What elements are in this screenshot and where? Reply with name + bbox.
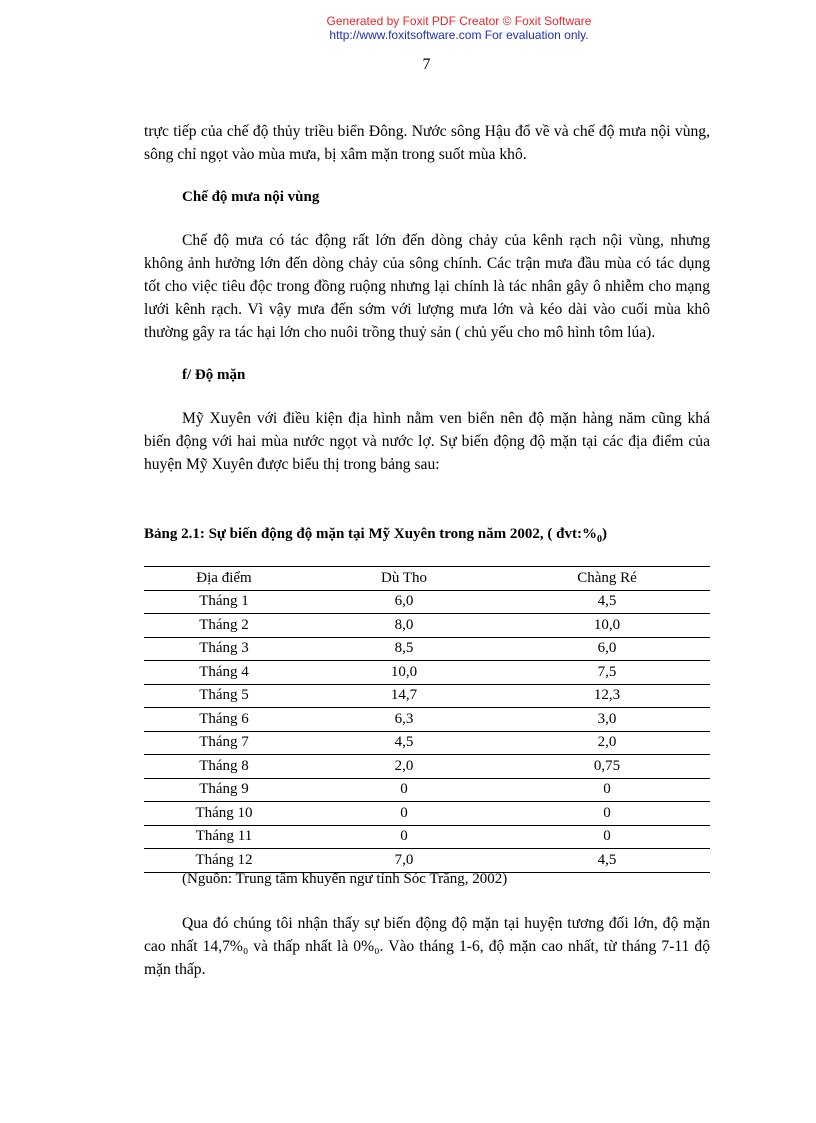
conclusion-block bbox=[144, 912, 710, 981]
month-cell: Tháng 7 bbox=[144, 731, 304, 755]
month-cell: Tháng 5 bbox=[144, 684, 304, 708]
table-caption bbox=[144, 526, 607, 545]
chang-re-cell: 6,0 bbox=[504, 637, 710, 661]
table-row bbox=[144, 802, 710, 826]
du-tho-cell: 10,0 bbox=[304, 661, 504, 685]
rain-heading: Chế độ mưa nội vùng bbox=[182, 189, 320, 205]
table-row bbox=[144, 849, 710, 873]
du-tho-cell: 14,7 bbox=[304, 684, 504, 708]
conclusion-paragraph: Qua đó chúng tôi nhận thấy sự biến động độ mặn tại huyện tương đối lớn, độ mặn cao nhất 14,7%₀ và thấp nhất là 0%₀. Vào tháng 1-6, độ mặn cao nhất, từ tháng 7-11 độ mặn thấp. bbox=[144, 915, 710, 978]
watermark-line-2[interactable]: http://www.foxitsoftware.com For evaluation only. bbox=[329, 28, 589, 42]
rain-paragraph: Chế độ mưa có tác động rất lớn đến dòng chảy của kênh rạch nội vùng, nhưng không ảnh hưởng lớn đến dòng chảy của sông chính. Các trận mưa đầu mùa có tác dụng tốt cho việc tiêu độc trong đồng ruộng nhưng lại chính là tác nhân gây ô nhiễm cho mạng lưới kênh rạch. Vì vậy mưa đến sớm với lượng mưa lớn và kéo dài vào cuối mùa khô thường gây ra tác hại lớn cho nuôi trồng thuỷ sản ( chủ yếu cho mô hình tôm lúa). bbox=[144, 232, 710, 341]
chang-re-cell: 0 bbox=[504, 825, 710, 849]
month-cell: Tháng 6 bbox=[144, 708, 304, 732]
chang-re-cell: 2,0 bbox=[504, 731, 710, 755]
table-caption-sub: 0 bbox=[596, 534, 602, 545]
du-tho-cell: 6,0 bbox=[304, 590, 504, 614]
month-cell: Tháng 9 bbox=[144, 778, 304, 802]
table-row bbox=[144, 778, 710, 802]
du-tho-cell: 4,5 bbox=[304, 731, 504, 755]
chang-re-cell: 10,0 bbox=[504, 614, 710, 638]
month-cell: Tháng 2 bbox=[144, 614, 304, 638]
du-tho-cell: 8,0 bbox=[304, 614, 504, 638]
table-caption-end: ) bbox=[601, 526, 607, 542]
chang-re-cell: 7,5 bbox=[504, 661, 710, 685]
table-row bbox=[144, 684, 710, 708]
month-cell: Tháng 10 bbox=[144, 802, 304, 826]
table-row bbox=[144, 825, 710, 849]
table-row bbox=[144, 614, 710, 638]
salinity-paragraph: Mỹ Xuyên với điều kiện địa hình nằm ven biển nên độ mặn hàng năm cũng khá biến động với hai mùa nước ngọt và nước lợ. Sự biến động độ mặn tại các địa điểm của huyện Mỹ Xuyên được biểu thị trong bảng sau: bbox=[144, 410, 710, 473]
du-tho-cell: 7,0 bbox=[304, 849, 504, 873]
month-cell: Tháng 1 bbox=[144, 590, 304, 614]
table-source: (Nguồn: Trung tâm khuyến ngư tỉnh Sóc Trăng, 2002) bbox=[182, 871, 508, 887]
du-tho-cell: 6,3 bbox=[304, 708, 504, 732]
table-row bbox=[144, 661, 710, 685]
du-tho-cell: 8,5 bbox=[304, 637, 504, 661]
month-cell: Tháng 12 bbox=[144, 849, 304, 873]
table-row bbox=[144, 590, 710, 614]
watermark bbox=[0, 14, 816, 42]
table-row bbox=[144, 755, 710, 779]
table-row bbox=[144, 637, 710, 661]
page-number: 7 bbox=[422, 56, 431, 73]
chang-re-cell: 4,5 bbox=[504, 849, 710, 873]
header-location: Địa điểm bbox=[144, 567, 304, 591]
chang-re-cell: 0,75 bbox=[504, 755, 710, 779]
du-tho-cell: 2,0 bbox=[304, 755, 504, 779]
salinity-table bbox=[144, 566, 710, 873]
chang-re-cell: 0 bbox=[504, 802, 710, 826]
month-cell: Tháng 4 bbox=[144, 661, 304, 685]
chang-re-cell: 0 bbox=[504, 778, 710, 802]
chang-re-cell: 12,3 bbox=[504, 684, 710, 708]
table-caption-text: Bảng 2.1: Sự biến động độ mặn tại Mỹ Xuyên trong năm 2002, ( đvt:% bbox=[144, 526, 597, 542]
month-cell: Tháng 11 bbox=[144, 825, 304, 849]
body-text bbox=[144, 120, 710, 476]
header-chang-re: Chàng Ré bbox=[504, 567, 710, 591]
intro-paragraph: trực tiếp của chế độ thủy triều biển Đông. Nước sông Hậu đổ về và chế độ mưa nội vùng, sông chỉ ngọt vào mùa mưa, bị xâm mặn trong suốt mùa khô. bbox=[144, 123, 710, 163]
chang-re-cell: 4,5 bbox=[504, 590, 710, 614]
du-tho-cell: 0 bbox=[304, 802, 504, 826]
chang-re-cell: 3,0 bbox=[504, 708, 710, 732]
table-row bbox=[144, 731, 710, 755]
header-du-tho: Dù Tho bbox=[304, 567, 504, 591]
month-cell: Tháng 3 bbox=[144, 637, 304, 661]
table-row bbox=[144, 708, 710, 732]
table-header-row bbox=[144, 567, 710, 591]
salinity-heading: f/ Độ mặn bbox=[182, 367, 246, 383]
du-tho-cell: 0 bbox=[304, 778, 504, 802]
du-tho-cell: 0 bbox=[304, 825, 504, 849]
month-cell: Tháng 8 bbox=[144, 755, 304, 779]
watermark-line-1: Generated by Foxit PDF Creator © Foxit Software bbox=[326, 14, 592, 28]
